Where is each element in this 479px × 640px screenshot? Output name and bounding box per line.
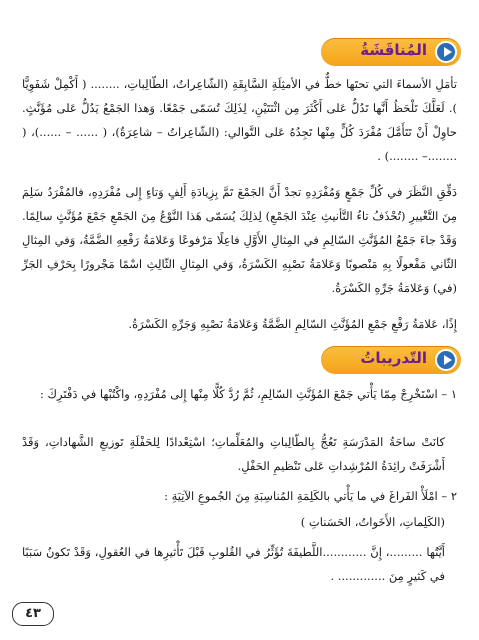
discussion-conclusion: إِذًا، عَلامَةُ رَفْعِ جَمْعِ المُؤَنَّثِ السّالِمِ الضَّمَّةُ وَعَلامَةُ نَصْبِهِ وَجَرِّهِ الكَسْرَةُ. <box>128 317 457 331</box>
discussion-paragraph-1: تأمَلِ الأسماءَ التي تحتَها خطٌّ في الأمثِلَةِ السَّابِقَةِ (الشّاعِراتُ، الطّالِباتِ، ........ ( أَكْمِلْ شَفَوِيًّا ). لَعَلَّكَ تَلْحَظُ أَنَّها تَدُلُّ عَلى أَكْثَرَ مِن اثْنَتَيْنِ، لِذَلِكَ تُسَمّى جَمْعًا. وَهذا الجَمْعُ يَدُلُّ عَلى مُؤَنَّثٍ. حاوِلْ أَنْ تَتَأَمَّلَ مُفْرَدَ كُلٍّ مِنْها تَجِدُهُ عَلى التَّوالي: (الشّاعِراتُ – شاعِرَةٌ)، ( ...... – ......)، ( ........– ........) . <box>22 77 457 163</box>
section-header-exercises <box>321 346 461 374</box>
exercise-2-word-bank: (الكَلِماتِ، الأَخَواتُ، الحَسَناتِ ) <box>300 515 445 529</box>
page-number: ٤٣ <box>12 602 54 626</box>
section-header-discussion <box>321 38 461 66</box>
play-icon <box>435 41 457 63</box>
section-title-exercises: التّدريباتُ <box>360 349 427 367</box>
exercise-1-passage: كانَتْ ساحَةُ المَدْرَسَةِ تَعُجُّ بِالطّالِباتِ والمُعَلِّماتِ؛ اسْتِعْدادًا لِلحَفْلَةِ تَوزيعِ الشَّهاداتِ، وَقَدْ أَشْرَفَتْ رائِدَةُ المُرْشِداتِ عَلى تَنْظيمِ الحَفْلِ. <box>22 435 445 473</box>
play-icon <box>435 349 457 371</box>
exercise-2-sentences: أَيَّتُها .........، إِنَّ ............اللَّطيفَةَ تُؤَثِّرُ في القُلوبِ قَبْلَ تَأْثيرِها في العُقولِ، وَقَدْ تَكونُ سَبَبًا في كَثيرٍ مِنَ ............. . <box>22 545 445 583</box>
discussion-paragraph-2: دَقِّقِ النَّظَرَ في كُلِّ جَمْعٍ وَمُفْرَدِهِ تجدْ أَنَّ الجَمْعَ تَمَّ بِزِيادَةِ أَلِفٍ وَتاءٍ إِلى مُفْرَدِهِ، فالمُفْرَدُ سَلِمَ مِنَ التَّغْييرِ (تُحْذَفُ تاءُ التَّأنيثِ عِنْدَ الجَمْعِ) لِذلِكَ يُسَمّى هَذا النَّوْعُ مِنَ الجَمْعِ جَمْعَ مُؤَنَّثٍ سالِمًا. وَقَدْ جاءَ جَمْعُ المُؤَنَّثِ السّالِمِ في المِثالِ الأَوَّلِ فاعِلًا مَرْفوعًا وَعَلامَةُ رَفْعِهِ الضَّمَّةُ، وَفي المِثالِ الثّاني مَفْعولًا بِهِ مَنْصوبًا وَعَلامَةُ نَصْبِهِ الكَسْرَةُ، وَفي المِثالِ الثّالِثِ اسْمًا مَجْرورًا بِحَرْفِ الجَرِّ (في) وَعَلامَةُ جَرِّهِ الكَسْرَةُ. <box>22 185 457 295</box>
exercise-1-prompt: ١ – اسْتَخْرِجْ مِمّا يَأْتي جَمْعَ المُؤَنَّثِ السّالِمِ، ثُمَّ رُدَّ كُلًّا مِنْها إِلى مُفْرَدِهِ، واكْتُبْها في دَفْتَرِكَ : <box>40 387 457 401</box>
exercise-2-prompt: ٢ – امْلَأْ الفَراغَ في ما يَأْتي بالكَلِمَةِ المُناسِبَةِ مِنَ الجُموعِ الآتِيَةِ : <box>164 489 457 503</box>
section-title-discussion: المُناقَشَةُ <box>360 41 427 59</box>
